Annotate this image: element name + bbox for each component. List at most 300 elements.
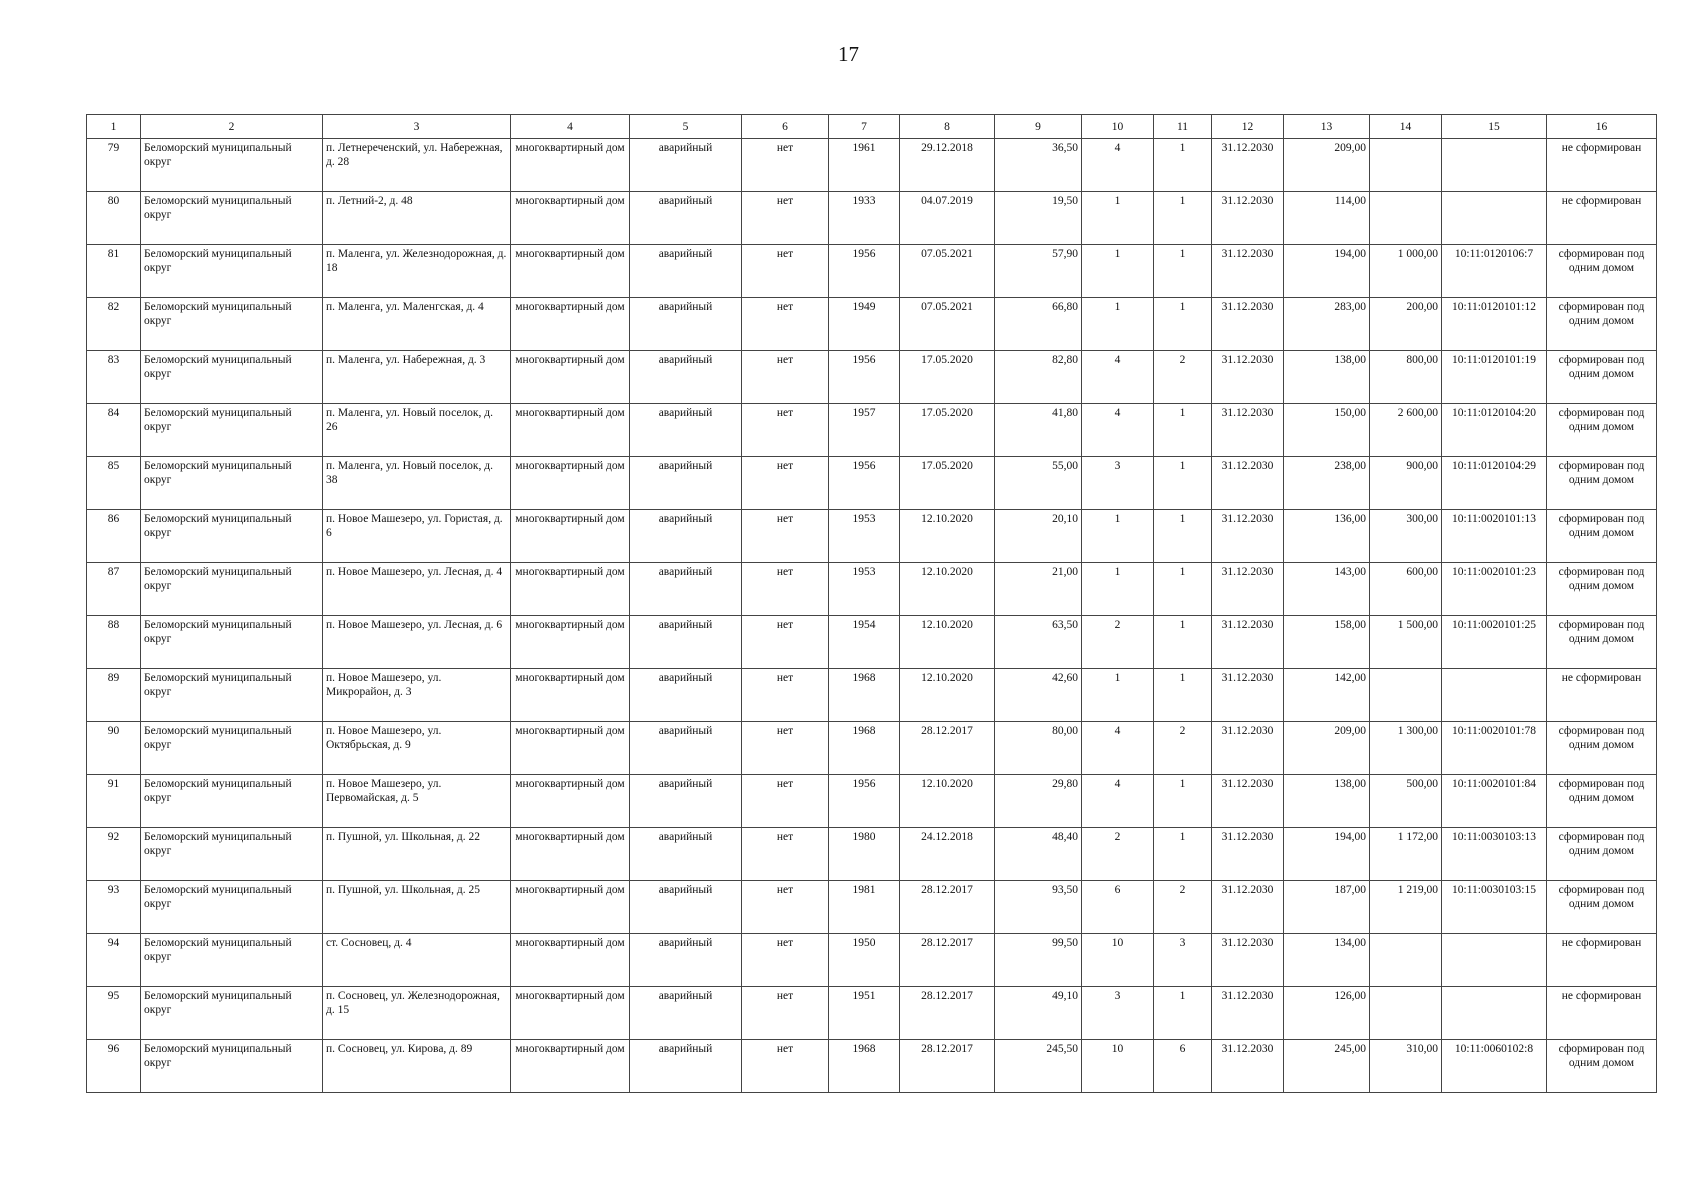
deadline-date-cell: 31.12.2030 xyxy=(1212,722,1284,775)
recognition-date-cell: 29.12.2018 xyxy=(900,139,995,192)
municipality-cell: Беломорский муниципальный округ xyxy=(141,298,323,351)
area-cell: 80,00 xyxy=(995,722,1082,775)
table-row xyxy=(87,775,1657,828)
year-built-cell: 1956 xyxy=(829,245,900,298)
land-status-cell: не сформирован xyxy=(1547,934,1657,987)
land-area-cell: 200,00 xyxy=(1370,298,1442,351)
status-cell: аварийный xyxy=(630,404,742,457)
table-row xyxy=(87,722,1657,775)
recognition-date-cell: 17.05.2020 xyxy=(900,457,995,510)
land-area-cell xyxy=(1370,192,1442,245)
building-type-cell: многоквартирный дом xyxy=(511,245,630,298)
column-13-cell: 158,00 xyxy=(1284,616,1370,669)
recognition-date-cell: 12.10.2020 xyxy=(900,669,995,722)
deadline-date-cell: 31.12.2030 xyxy=(1212,139,1284,192)
flag-cell: нет xyxy=(742,457,829,510)
status-cell: аварийный xyxy=(630,775,742,828)
status-cell: аварийный xyxy=(630,192,742,245)
municipality-cell: Беломорский муниципальный округ xyxy=(141,457,323,510)
municipality-cell: Беломорский муниципальный округ xyxy=(141,828,323,881)
column-10-cell: 3 xyxy=(1082,987,1154,1040)
column-11-cell: 1 xyxy=(1154,669,1212,722)
cadastral-number-cell: 10:11:0020101:13 xyxy=(1442,510,1547,563)
area-cell: 57,90 xyxy=(995,245,1082,298)
cadastral-number-cell: 10:11:0030103:15 xyxy=(1442,881,1547,934)
table-row xyxy=(87,351,1657,404)
land-area-cell: 1 500,00 xyxy=(1370,616,1442,669)
column-header: 1 xyxy=(87,115,141,139)
row-number-cell: 84 xyxy=(87,404,141,457)
building-type-cell: многоквартирный дом xyxy=(511,404,630,457)
deadline-date-cell: 31.12.2030 xyxy=(1212,510,1284,563)
recognition-date-cell: 17.05.2020 xyxy=(900,404,995,457)
recognition-date-cell: 28.12.2017 xyxy=(900,987,995,1040)
municipality-cell: Беломорский муниципальный округ xyxy=(141,881,323,934)
flag-cell: нет xyxy=(742,828,829,881)
column-13-cell: 138,00 xyxy=(1284,775,1370,828)
column-header: 15 xyxy=(1442,115,1547,139)
column-10-cell: 4 xyxy=(1082,351,1154,404)
row-number-cell: 89 xyxy=(87,669,141,722)
recognition-date-cell: 28.12.2017 xyxy=(900,881,995,934)
status-cell: аварийный xyxy=(630,987,742,1040)
address-cell: п. Сосновец, ул. Кирова, д. 89 xyxy=(323,1040,511,1093)
address-cell: п. Летнереченский, ул. Набережная, д. 28 xyxy=(323,139,511,192)
recognition-date-cell: 12.10.2020 xyxy=(900,616,995,669)
land-area-cell: 600,00 xyxy=(1370,563,1442,616)
column-11-cell: 2 xyxy=(1154,881,1212,934)
area-cell: 29,80 xyxy=(995,775,1082,828)
deadline-date-cell: 31.12.2030 xyxy=(1212,404,1284,457)
column-13-cell: 238,00 xyxy=(1284,457,1370,510)
area-cell: 93,50 xyxy=(995,881,1082,934)
cadastral-number-cell: 10:11:0030103:13 xyxy=(1442,828,1547,881)
address-cell: п. Маленга, ул. Железнодорожная, д. 18 xyxy=(323,245,511,298)
column-header: 13 xyxy=(1284,115,1370,139)
building-type-cell: многоквартирный дом xyxy=(511,298,630,351)
deadline-date-cell: 31.12.2030 xyxy=(1212,298,1284,351)
table-row xyxy=(87,1040,1657,1093)
table-row xyxy=(87,510,1657,563)
cadastral-number-cell xyxy=(1442,139,1547,192)
municipality-cell: Беломорский муниципальный округ xyxy=(141,563,323,616)
municipality-cell: Беломорский муниципальный округ xyxy=(141,669,323,722)
status-cell: аварийный xyxy=(630,245,742,298)
column-13-cell: 136,00 xyxy=(1284,510,1370,563)
land-status-cell: не сформирован xyxy=(1547,987,1657,1040)
column-11-cell: 1 xyxy=(1154,457,1212,510)
recognition-date-cell: 28.12.2017 xyxy=(900,1040,995,1093)
table-row xyxy=(87,616,1657,669)
cadastral-number-cell: 10:11:0120101:12 xyxy=(1442,298,1547,351)
recognition-date-cell: 24.12.2018 xyxy=(900,828,995,881)
land-status-cell: не сформирован xyxy=(1547,192,1657,245)
address-cell: п. Новое Машезеро, ул. Лесная, д. 6 xyxy=(323,616,511,669)
area-cell: 63,50 xyxy=(995,616,1082,669)
column-11-cell: 2 xyxy=(1154,351,1212,404)
deadline-date-cell: 31.12.2030 xyxy=(1212,669,1284,722)
land-area-cell: 1 300,00 xyxy=(1370,722,1442,775)
flag-cell: нет xyxy=(742,192,829,245)
row-number-cell: 85 xyxy=(87,457,141,510)
row-number-cell: 86 xyxy=(87,510,141,563)
column-13-cell: 194,00 xyxy=(1284,828,1370,881)
building-type-cell: многоквартирный дом xyxy=(511,563,630,616)
year-built-cell: 1950 xyxy=(829,934,900,987)
column-11-cell: 1 xyxy=(1154,775,1212,828)
cadastral-number-cell: 10:11:0020101:23 xyxy=(1442,563,1547,616)
table-row xyxy=(87,987,1657,1040)
row-number-cell: 81 xyxy=(87,245,141,298)
flag-cell: нет xyxy=(742,510,829,563)
column-10-cell: 1 xyxy=(1082,245,1154,298)
address-cell: п. Маленга, ул. Новый поселок, д. 38 xyxy=(323,457,511,510)
column-10-cell: 4 xyxy=(1082,404,1154,457)
year-built-cell: 1951 xyxy=(829,987,900,1040)
column-11-cell: 1 xyxy=(1154,510,1212,563)
column-header: 6 xyxy=(742,115,829,139)
land-area-cell: 310,00 xyxy=(1370,1040,1442,1093)
land-status-cell: не сформирован xyxy=(1547,669,1657,722)
land-status-cell: сформирован под одним домом xyxy=(1547,722,1657,775)
area-cell: 99,50 xyxy=(995,934,1082,987)
address-cell: ст. Сосновец, д. 4 xyxy=(323,934,511,987)
year-built-cell: 1953 xyxy=(829,563,900,616)
land-area-cell: 800,00 xyxy=(1370,351,1442,404)
status-cell: аварийный xyxy=(630,563,742,616)
row-number-cell: 93 xyxy=(87,881,141,934)
address-cell: п. Пушной, ул. Школьная, д. 22 xyxy=(323,828,511,881)
flag-cell: нет xyxy=(742,139,829,192)
row-number-cell: 82 xyxy=(87,298,141,351)
status-cell: аварийный xyxy=(630,934,742,987)
building-type-cell: многоквартирный дом xyxy=(511,881,630,934)
year-built-cell: 1949 xyxy=(829,298,900,351)
column-13-cell: 283,00 xyxy=(1284,298,1370,351)
cadastral-number-cell: 10:11:0120104:20 xyxy=(1442,404,1547,457)
address-cell: п. Маленга, ул. Маленгская, д. 4 xyxy=(323,298,511,351)
area-cell: 82,80 xyxy=(995,351,1082,404)
cadastral-number-cell: 10:11:0060102:8 xyxy=(1442,1040,1547,1093)
municipality-cell: Беломорский муниципальный округ xyxy=(141,616,323,669)
cadastral-number-cell: 10:11:0020101:84 xyxy=(1442,775,1547,828)
column-11-cell: 1 xyxy=(1154,616,1212,669)
column-10-cell: 1 xyxy=(1082,510,1154,563)
address-cell: п. Новое Машезеро, ул. Октябрьская, д. 9 xyxy=(323,722,511,775)
row-number-cell: 95 xyxy=(87,987,141,1040)
land-status-cell: сформирован под одним домом xyxy=(1547,510,1657,563)
building-type-cell: многоквартирный дом xyxy=(511,351,630,404)
column-13-cell: 134,00 xyxy=(1284,934,1370,987)
table-row xyxy=(87,404,1657,457)
land-status-cell: сформирован под одним домом xyxy=(1547,881,1657,934)
address-cell: п. Сосновец, ул. Железнодорожная, д. 15 xyxy=(323,987,511,1040)
table-row xyxy=(87,669,1657,722)
column-header: 5 xyxy=(630,115,742,139)
column-13-cell: 126,00 xyxy=(1284,987,1370,1040)
cadastral-number-cell xyxy=(1442,192,1547,245)
deadline-date-cell: 31.12.2030 xyxy=(1212,1040,1284,1093)
row-number-cell: 79 xyxy=(87,139,141,192)
year-built-cell: 1981 xyxy=(829,881,900,934)
column-10-cell: 4 xyxy=(1082,775,1154,828)
deadline-date-cell: 31.12.2030 xyxy=(1212,934,1284,987)
row-number-cell: 94 xyxy=(87,934,141,987)
address-cell: п. Летний-2, д. 48 xyxy=(323,192,511,245)
cadastral-number-cell xyxy=(1442,987,1547,1040)
address-cell: п. Новое Машезеро, ул. Лесная, д. 4 xyxy=(323,563,511,616)
flag-cell: нет xyxy=(742,722,829,775)
land-status-cell: сформирован под одним домом xyxy=(1547,616,1657,669)
column-11-cell: 1 xyxy=(1154,828,1212,881)
address-cell: п. Новое Машезеро, ул. Гористая, д. 6 xyxy=(323,510,511,563)
recognition-date-cell: 17.05.2020 xyxy=(900,351,995,404)
municipality-cell: Беломорский муниципальный округ xyxy=(141,245,323,298)
cadastral-number-cell xyxy=(1442,669,1547,722)
municipality-cell: Беломорский муниципальный округ xyxy=(141,139,323,192)
cadastral-number-cell: 10:11:0120104:29 xyxy=(1442,457,1547,510)
land-area-cell: 900,00 xyxy=(1370,457,1442,510)
area-cell: 21,00 xyxy=(995,563,1082,616)
flag-cell: нет xyxy=(742,881,829,934)
column-13-cell: 143,00 xyxy=(1284,563,1370,616)
land-status-cell: сформирован под одним домом xyxy=(1547,563,1657,616)
area-cell: 55,00 xyxy=(995,457,1082,510)
flag-cell: нет xyxy=(742,775,829,828)
municipality-cell: Беломорский муниципальный округ xyxy=(141,351,323,404)
municipality-cell: Беломорский муниципальный округ xyxy=(141,934,323,987)
column-10-cell: 4 xyxy=(1082,722,1154,775)
row-number-cell: 83 xyxy=(87,351,141,404)
page-number: 17 xyxy=(838,42,859,66)
address-cell: п. Пушной, ул. Школьная, д. 25 xyxy=(323,881,511,934)
recognition-date-cell: 28.12.2017 xyxy=(900,934,995,987)
land-area-cell: 1 000,00 xyxy=(1370,245,1442,298)
land-area-cell xyxy=(1370,934,1442,987)
column-number-row xyxy=(87,115,1657,139)
column-header: 10 xyxy=(1082,115,1154,139)
column-11-cell: 1 xyxy=(1154,404,1212,457)
column-11-cell: 3 xyxy=(1154,934,1212,987)
municipality-cell: Беломорский муниципальный округ xyxy=(141,192,323,245)
area-cell: 36,50 xyxy=(995,139,1082,192)
column-header: 7 xyxy=(829,115,900,139)
land-status-cell: сформирован под одним домом xyxy=(1547,457,1657,510)
column-10-cell: 1 xyxy=(1082,298,1154,351)
land-status-cell: сформирован под одним домом xyxy=(1547,828,1657,881)
flag-cell: нет xyxy=(742,245,829,298)
row-number-cell: 92 xyxy=(87,828,141,881)
flag-cell: нет xyxy=(742,934,829,987)
column-10-cell: 2 xyxy=(1082,616,1154,669)
table-row xyxy=(87,192,1657,245)
column-13-cell: 142,00 xyxy=(1284,669,1370,722)
year-built-cell: 1956 xyxy=(829,351,900,404)
recognition-date-cell: 07.05.2021 xyxy=(900,245,995,298)
column-11-cell: 1 xyxy=(1154,245,1212,298)
column-11-cell: 1 xyxy=(1154,139,1212,192)
column-11-cell: 1 xyxy=(1154,192,1212,245)
column-header: 2 xyxy=(141,115,323,139)
row-number-cell: 87 xyxy=(87,563,141,616)
year-built-cell: 1956 xyxy=(829,457,900,510)
table-row xyxy=(87,881,1657,934)
address-cell: п. Маленга, ул. Новый поселок, д. 26 xyxy=(323,404,511,457)
column-13-cell: 209,00 xyxy=(1284,722,1370,775)
status-cell: аварийный xyxy=(630,881,742,934)
building-type-cell: многоквартирный дом xyxy=(511,722,630,775)
column-header: 3 xyxy=(323,115,511,139)
building-type-cell: многоквартирный дом xyxy=(511,139,630,192)
table-row xyxy=(87,139,1657,192)
land-status-cell: сформирован под одним домом xyxy=(1547,245,1657,298)
land-area-cell xyxy=(1370,987,1442,1040)
flag-cell: нет xyxy=(742,563,829,616)
land-area-cell xyxy=(1370,669,1442,722)
cadastral-number-cell xyxy=(1442,934,1547,987)
building-type-cell: многоквартирный дом xyxy=(511,1040,630,1093)
column-header: 4 xyxy=(511,115,630,139)
area-cell: 245,50 xyxy=(995,1040,1082,1093)
status-cell: аварийный xyxy=(630,722,742,775)
cadastral-number-cell: 10:11:0120101:19 xyxy=(1442,351,1547,404)
table-row xyxy=(87,245,1657,298)
area-cell: 49,10 xyxy=(995,987,1082,1040)
column-10-cell: 6 xyxy=(1082,881,1154,934)
column-header: 9 xyxy=(995,115,1082,139)
column-header: 12 xyxy=(1212,115,1284,139)
recognition-date-cell: 28.12.2017 xyxy=(900,722,995,775)
table-row xyxy=(87,298,1657,351)
column-13-cell: 187,00 xyxy=(1284,881,1370,934)
land-status-cell: сформирован под одним домом xyxy=(1547,298,1657,351)
status-cell: аварийный xyxy=(630,616,742,669)
year-built-cell: 1968 xyxy=(829,1040,900,1093)
flag-cell: нет xyxy=(742,616,829,669)
column-10-cell: 3 xyxy=(1082,457,1154,510)
column-10-cell: 1 xyxy=(1082,192,1154,245)
column-13-cell: 245,00 xyxy=(1284,1040,1370,1093)
status-cell: аварийный xyxy=(630,139,742,192)
column-10-cell: 2 xyxy=(1082,828,1154,881)
year-built-cell: 1956 xyxy=(829,775,900,828)
recognition-date-cell: 04.07.2019 xyxy=(900,192,995,245)
column-11-cell: 1 xyxy=(1154,563,1212,616)
building-type-cell: многоквартирный дом xyxy=(511,457,630,510)
status-cell: аварийный xyxy=(630,351,742,404)
row-number-cell: 90 xyxy=(87,722,141,775)
table-row xyxy=(87,934,1657,987)
building-type-cell: многоквартирный дом xyxy=(511,987,630,1040)
building-type-cell: многоквартирный дом xyxy=(511,828,630,881)
row-number-cell: 96 xyxy=(87,1040,141,1093)
row-number-cell: 91 xyxy=(87,775,141,828)
flag-cell: нет xyxy=(742,351,829,404)
municipality-cell: Беломорский муниципальный округ xyxy=(141,775,323,828)
column-10-cell: 10 xyxy=(1082,1040,1154,1093)
deadline-date-cell: 31.12.2030 xyxy=(1212,351,1284,404)
status-cell: аварийный xyxy=(630,457,742,510)
housing-register-table xyxy=(86,114,1657,1093)
deadline-date-cell: 31.12.2030 xyxy=(1212,192,1284,245)
area-cell: 20,10 xyxy=(995,510,1082,563)
year-built-cell: 1953 xyxy=(829,510,900,563)
table-row xyxy=(87,563,1657,616)
column-header: 8 xyxy=(900,115,995,139)
municipality-cell: Беломорский муниципальный округ xyxy=(141,722,323,775)
deadline-date-cell: 31.12.2030 xyxy=(1212,828,1284,881)
deadline-date-cell: 31.12.2030 xyxy=(1212,881,1284,934)
land-area-cell xyxy=(1370,139,1442,192)
year-built-cell: 1968 xyxy=(829,669,900,722)
land-status-cell: сформирован под одним домом xyxy=(1547,1040,1657,1093)
year-built-cell: 1954 xyxy=(829,616,900,669)
status-cell: аварийный xyxy=(630,828,742,881)
deadline-date-cell: 31.12.2030 xyxy=(1212,616,1284,669)
column-11-cell: 2 xyxy=(1154,722,1212,775)
deadline-date-cell: 31.12.2030 xyxy=(1212,457,1284,510)
area-cell: 66,80 xyxy=(995,298,1082,351)
land-area-cell: 1 219,00 xyxy=(1370,881,1442,934)
column-13-cell: 114,00 xyxy=(1284,192,1370,245)
table-row xyxy=(87,828,1657,881)
building-type-cell: многоквартирный дом xyxy=(511,934,630,987)
column-11-cell: 6 xyxy=(1154,1040,1212,1093)
address-cell: п. Новое Машезеро, ул. Первомайская, д. 5 xyxy=(323,775,511,828)
deadline-date-cell: 31.12.2030 xyxy=(1212,775,1284,828)
address-cell: п. Новое Машезеро, ул. Микрорайон, д. 3 xyxy=(323,669,511,722)
land-status-cell: не сформирован xyxy=(1547,139,1657,192)
flag-cell: нет xyxy=(742,669,829,722)
table-row xyxy=(87,457,1657,510)
deadline-date-cell: 31.12.2030 xyxy=(1212,563,1284,616)
deadline-date-cell: 31.12.2030 xyxy=(1212,245,1284,298)
land-status-cell: сформирован под одним домом xyxy=(1547,404,1657,457)
area-cell: 41,80 xyxy=(995,404,1082,457)
status-cell: аварийный xyxy=(630,669,742,722)
area-cell: 19,50 xyxy=(995,192,1082,245)
year-built-cell: 1957 xyxy=(829,404,900,457)
municipality-cell: Беломорский муниципальный округ xyxy=(141,510,323,563)
column-13-cell: 138,00 xyxy=(1284,351,1370,404)
deadline-date-cell: 31.12.2030 xyxy=(1212,987,1284,1040)
year-built-cell: 1961 xyxy=(829,139,900,192)
municipality-cell: Беломорский муниципальный округ xyxy=(141,987,323,1040)
land-area-cell: 300,00 xyxy=(1370,510,1442,563)
flag-cell: нет xyxy=(742,404,829,457)
column-13-cell: 209,00 xyxy=(1284,139,1370,192)
status-cell: аварийный xyxy=(630,298,742,351)
table-body xyxy=(87,115,1657,1093)
column-11-cell: 1 xyxy=(1154,298,1212,351)
cadastral-number-cell: 10:11:0120106:7 xyxy=(1442,245,1547,298)
building-type-cell: многоквартирный дом xyxy=(511,669,630,722)
column-header: 14 xyxy=(1370,115,1442,139)
column-10-cell: 1 xyxy=(1082,563,1154,616)
recognition-date-cell: 12.10.2020 xyxy=(900,775,995,828)
land-status-cell: сформирован под одним домом xyxy=(1547,351,1657,404)
column-10-cell: 4 xyxy=(1082,139,1154,192)
municipality-cell: Беломорский муниципальный округ xyxy=(141,1040,323,1093)
municipality-cell: Беломорский муниципальный округ xyxy=(141,404,323,457)
column-header: 11 xyxy=(1154,115,1212,139)
column-10-cell: 10 xyxy=(1082,934,1154,987)
year-built-cell: 1980 xyxy=(829,828,900,881)
land-status-cell: сформирован под одним домом xyxy=(1547,775,1657,828)
column-13-cell: 150,00 xyxy=(1284,404,1370,457)
recognition-date-cell: 07.05.2021 xyxy=(900,298,995,351)
flag-cell: нет xyxy=(742,298,829,351)
